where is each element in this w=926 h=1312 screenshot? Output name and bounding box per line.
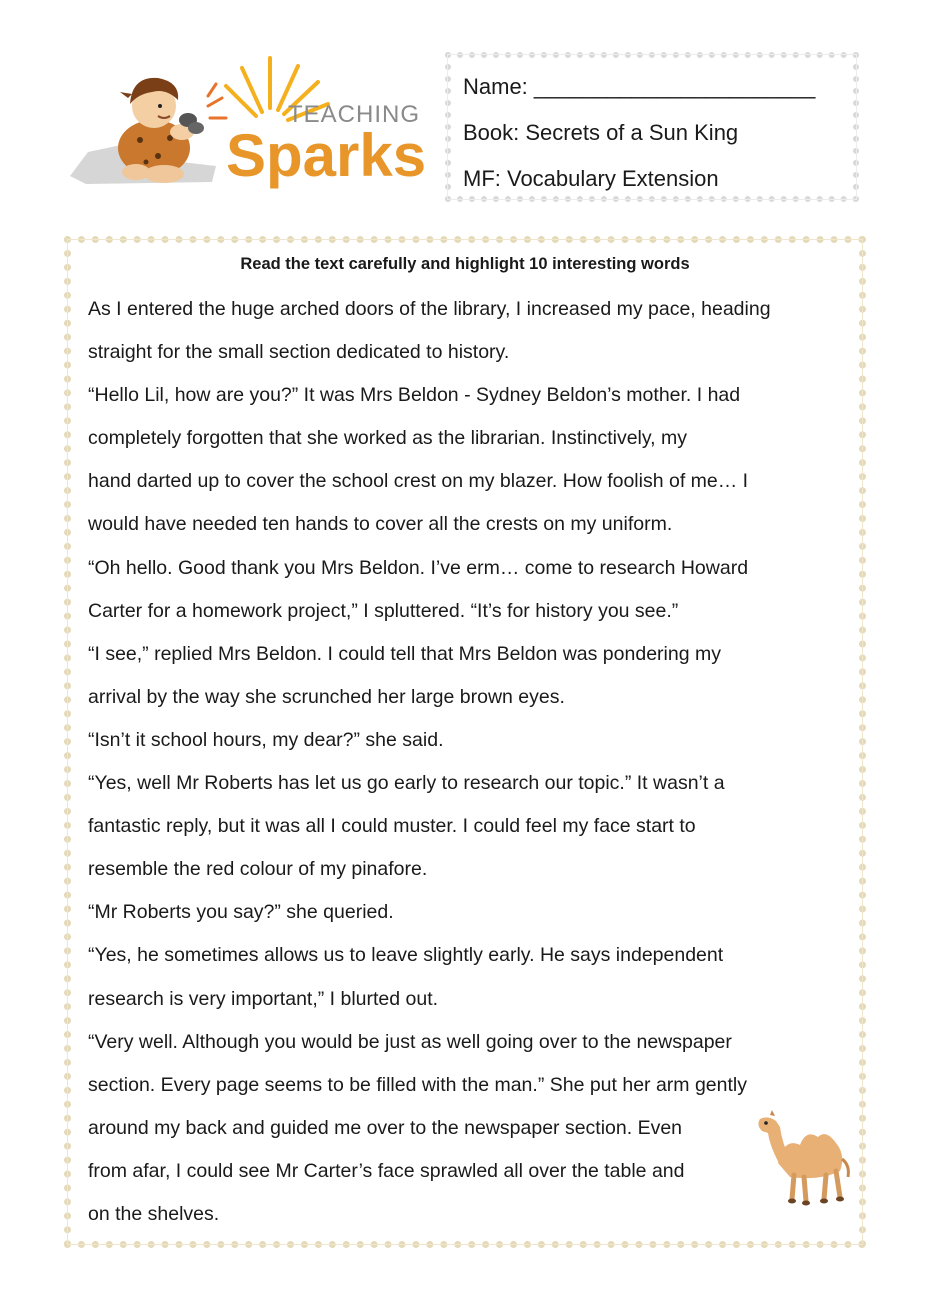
story-line: fantastic reply, but it was all I could muster. I could feel my face start to (88, 815, 696, 838)
story-line: from afar, I could see Mr Carter’s face sprawled all over the table and (88, 1159, 685, 1182)
story-line: around my back and guided me over to the newspaper section. Even (88, 1116, 683, 1139)
story-line: Carter for a homework project,” I spluttered. “It’s for history you see.” (88, 599, 679, 622)
story-text (88, 288, 858, 1236)
story-line: “Oh hello. Good thank you Mrs Beldon. I’ve erm… come to research Howard (88, 556, 749, 579)
info-box (445, 52, 859, 202)
story-line: on the shelves. (88, 1202, 220, 1225)
teaching-sparks-logo (66, 48, 436, 198)
story-line: section. Every page seems to be filled with the man.” She put her arm gently (88, 1073, 748, 1096)
story-line: As I entered the huge arched doors of the library, I increased my pace, heading (88, 298, 771, 320)
story-line: “Mr Roberts you say?” she queried. (88, 901, 394, 924)
story-line: “Very well. Although you would be just as well going over to the newspaper (88, 1030, 732, 1053)
logo-main-word: Sparks (226, 122, 427, 189)
reading-text-box (64, 236, 866, 1248)
story-line: “Yes, well Mr Roberts has let us go early to research our topic.” It wasn’t a (88, 772, 725, 795)
story-line: “Yes, he sometimes allows us to leave slightly early. He says independent (88, 944, 724, 967)
logo-top-word: TEACHING (288, 101, 421, 128)
story-line: arrival by the way she scrunched her large brown eyes. (88, 685, 565, 708)
story-line: “I see,” replied Mrs Beldon. I could tell that Mrs Beldon was pondering my (88, 642, 721, 665)
story-line: completely forgotten that she worked as the librarian. Instinctively, my (88, 427, 687, 450)
camel-icon (750, 1107, 856, 1207)
instruction-heading: Read the text carefully and highlight 10 interesting words (240, 255, 690, 273)
story-line: “Isn’t it school hours, my dear?” she said. (88, 728, 444, 751)
story-line: “Hello Lil, how are you?” It was Mrs Beldon - Sydney Beldon’s mother. I had (88, 384, 741, 407)
story-line: research is very important,” I blurted out. (88, 987, 439, 1010)
story-line: would have needed ten hands to cover all the crests on my uniform. (88, 513, 673, 536)
name-field[interactable]: Name: _______________________ (463, 74, 816, 99)
mf-label: MF: Vocabulary Extension (463, 166, 719, 191)
story-line: resemble the red colour of my pinafore. (88, 858, 428, 881)
book-title: Book: Secrets of a Sun King (463, 120, 739, 145)
caveman-logo-graphic (66, 48, 436, 198)
story-line: hand darted up to cover the school crest on my blazer. How foolish of me… I (88, 470, 749, 493)
story-line: straight for the small section dedicated to history. (88, 341, 510, 364)
